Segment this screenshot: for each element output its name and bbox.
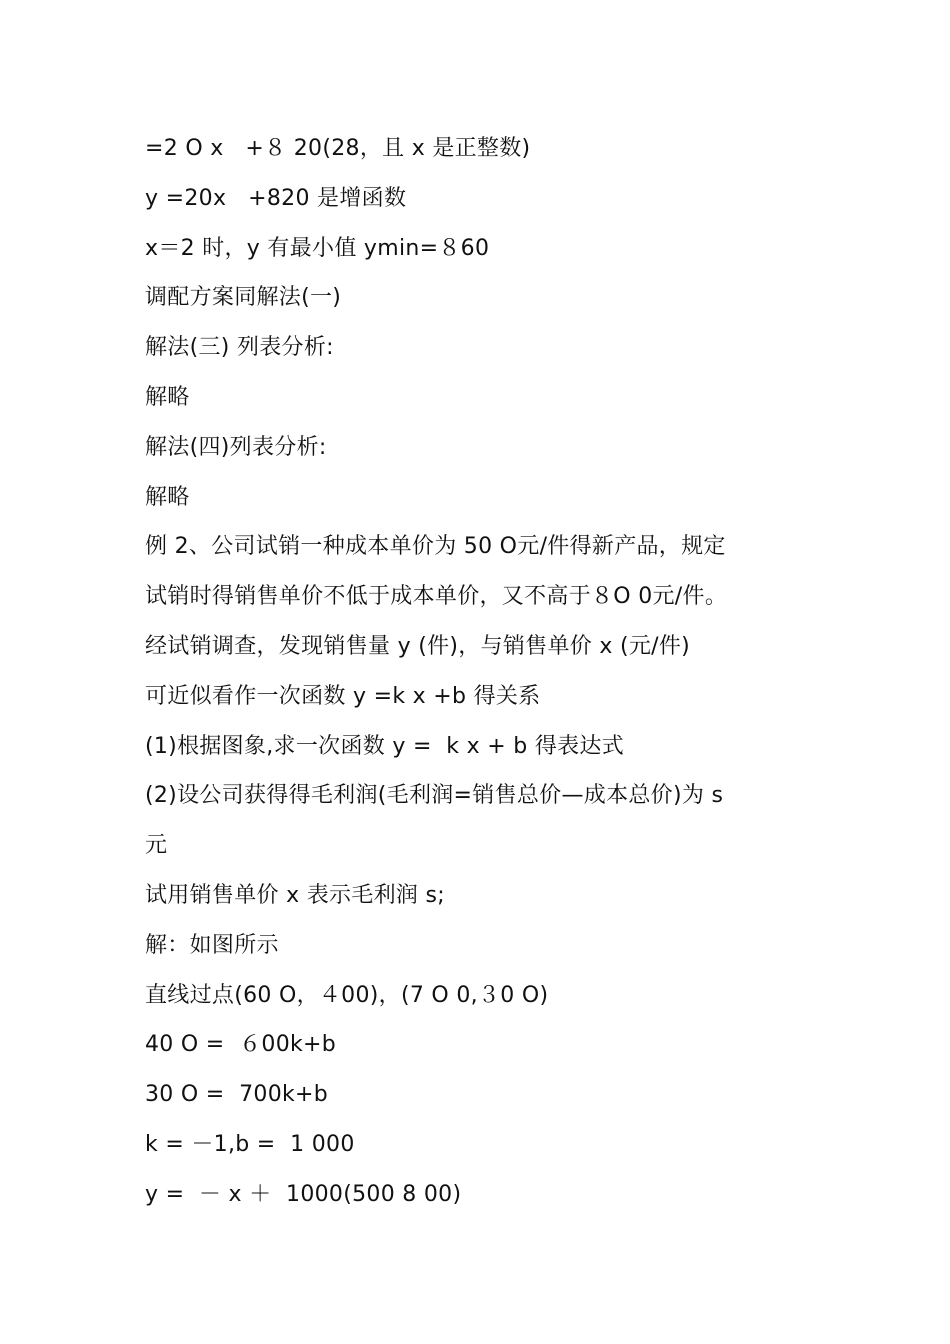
text-line: k = －1,b = 1 000: [145, 1131, 355, 1157]
text-line: y =20x +820 是增函数: [145, 185, 407, 211]
text-line: 调配方案同解法(一): [145, 285, 342, 311]
text-line: 30 O = 700k+b: [145, 1082, 329, 1108]
text-line: 例 2、公司试销一种成本单价为 50 O元/件得新产品，规定: [145, 534, 726, 560]
text-line: 可近似看作一次函数 y =k x +b 得关系: [145, 683, 541, 709]
text-line: 解略: [145, 484, 190, 510]
text-line: 解法(三) 列表分析:: [145, 335, 334, 361]
text-line: (1)根据图象,求一次函数 y = k x + b 得表达式: [145, 733, 625, 759]
text-line: 元: [145, 833, 168, 859]
text-line: 经试销调查，发现销售量 y (件)，与销售单价 x (元/件): [145, 633, 691, 659]
text-line: 解：如图所示: [145, 932, 279, 958]
text-line: 试销时得销售单价不低于成本单价，又不高于８O 0元/件。: [145, 584, 728, 610]
text-line: 直线过点(60 O，４00)，(7 O 0,３0 O): [145, 982, 549, 1008]
text-line: 40 O = ６00k+b: [145, 1032, 337, 1058]
text-line: 试用销售单价 x 表示毛利润 s;: [145, 882, 445, 908]
text-line: y = － x ＋ 1000(500 8 00): [145, 1181, 462, 1207]
text-line: 解略: [145, 384, 190, 410]
text-line: x＝2 时，y 有最小值 ymin=８60: [145, 235, 490, 261]
text-line: =2 O x +８ 20(28，且 x 是正整数): [145, 136, 531, 161]
text-line: 解法(四)列表分析:: [145, 434, 327, 460]
text-line: (2)设公司获得得毛利润(毛利润=销售总价—成本总价)为 s: [145, 783, 724, 809]
document-body: [145, 124, 825, 1220]
